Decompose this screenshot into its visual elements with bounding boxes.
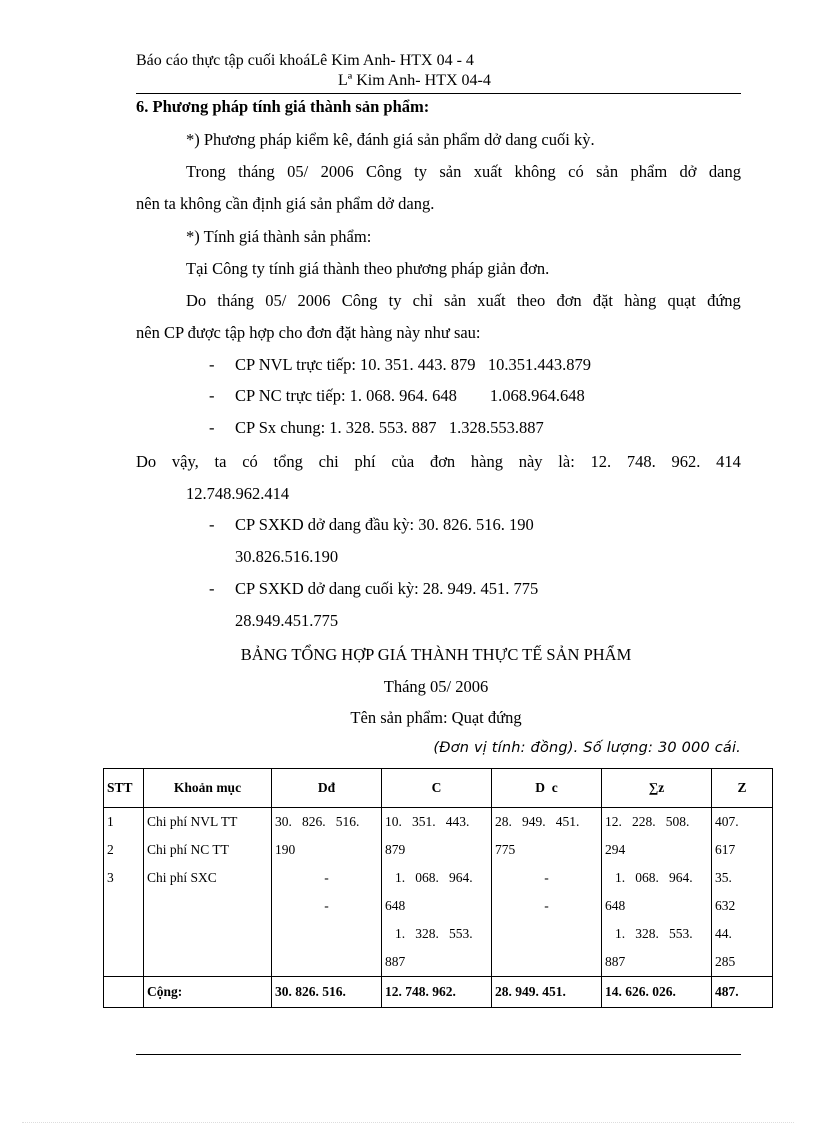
justified-word: theo <box>516 291 546 310</box>
dd-cell: 30. 826. 516. <box>275 814 360 829</box>
justified-word: không <box>514 162 556 181</box>
paragraph-5-line-2: nên CP được tập hợp cho đơn đặt hàng này như sau: <box>136 323 481 342</box>
total-dd: 30. 826. 516. <box>272 977 382 1008</box>
dc-cell: 775 <box>495 842 516 857</box>
bullet-dash: - <box>209 579 215 598</box>
justified-word: phí <box>354 452 376 471</box>
justified-word: của <box>391 452 415 471</box>
justified-word: đơn <box>556 291 582 310</box>
sz-cell: 1. 068. 964. <box>615 870 693 885</box>
stt-cell: 2 <box>107 842 114 857</box>
bullet-closing-wip <box>209 579 538 599</box>
justified-word: Trong <box>186 162 226 181</box>
z-cell: 285 <box>715 954 736 969</box>
section-title: 6. Phương pháp tính giá thành sản phẩm: <box>136 97 430 116</box>
bullet-dash: - <box>209 386 215 405</box>
total-dc: 28. 949. 451. <box>492 977 602 1008</box>
total-label: Cộng: <box>144 977 272 1008</box>
justified-word: 962. <box>671 452 701 471</box>
bullet-text: CP SXKD dở dang cuối kỳ: 28. 949. 451. 775 <box>235 579 539 598</box>
header-sum-z: ∑z <box>602 769 712 808</box>
z-cell: 617 <box>715 842 736 857</box>
paragraph-4: Tại Công ty tính giá thành theo phương pháp giản đơn. <box>186 259 550 278</box>
bullet-text: CP SXKD dở dang đầu kỳ: 30. 826. 516. 190 <box>235 515 534 534</box>
z-cell: 44. <box>715 926 732 941</box>
justified-word: có <box>242 452 258 471</box>
justified-word: có <box>568 162 584 181</box>
justified-word: đơn <box>429 452 456 471</box>
table-header-row <box>104 769 773 808</box>
justified-word: sản <box>439 162 462 181</box>
justified-word: ty <box>414 162 427 181</box>
bullet-text: CP NVL trực tiếp: 10. 351. 443. 879 10.351.443.879 <box>235 355 592 374</box>
sz-cell: 887 <box>605 954 626 969</box>
total-stt <box>104 977 144 1008</box>
dd-cell: 190 <box>275 842 296 857</box>
header-dd: Dđ <box>272 769 382 808</box>
bullet-dash: - <box>209 418 215 437</box>
dc-cell: 28. 949. 451. <box>495 814 580 829</box>
z-cell: 632 <box>715 898 736 913</box>
table-total-row <box>104 977 773 1008</box>
stt-cell: 3 <box>107 870 114 885</box>
sz-cell: 12. 228. 508. <box>605 814 690 829</box>
total-cost-value: 12.748.962.414 <box>186 484 290 503</box>
justified-word: tháng <box>238 162 275 181</box>
item-cell: Chi phí SXC <box>147 870 217 885</box>
justified-word: 2006 <box>297 291 331 310</box>
justified-word: phẩm <box>630 162 668 181</box>
sz-cell: 1. 328. 553. <box>615 926 693 941</box>
total-c: 12. 748. 962. <box>382 977 492 1008</box>
justified-word: đứng <box>707 291 741 310</box>
justified-word: hàng <box>470 452 503 471</box>
col-dd <box>272 808 382 977</box>
paragraph-2-line-1 <box>136 162 741 182</box>
stt-cell: 1 <box>107 814 114 829</box>
justified-word: dở <box>679 162 697 181</box>
col-c <box>382 808 492 977</box>
total-cost-line <box>136 452 741 472</box>
sz-cell: 648 <box>605 898 626 913</box>
header-rule <box>136 93 741 94</box>
justified-word: Công <box>341 291 378 310</box>
table-unit-note: (Đơn vị tính: đồng). Số lượng: 30 000 cái. <box>433 740 741 756</box>
paragraph-3: *) Tính giá thành sản phẩm: <box>186 227 372 246</box>
justified-word: ty <box>388 291 402 310</box>
header-khoan-muc: Khoản mục <box>144 769 272 808</box>
paragraph-2-line-2: nên ta không cần định giá sản phẩm dở dang. <box>136 194 435 213</box>
header-c: C <box>382 769 492 808</box>
bullet-dash: - <box>209 355 215 374</box>
justified-word: 05/ <box>265 291 287 310</box>
c-cell: 879 <box>385 842 406 857</box>
paragraph-1: *) Phương pháp kiểm kê, đánh giá sản phẩm dở dang cuối kỳ. <box>186 130 595 149</box>
item-cell: Chi phí NC TT <box>147 842 229 857</box>
justified-word: sản <box>596 162 619 181</box>
z-cell: 407. <box>715 814 739 829</box>
c-cell: 648 <box>385 898 406 913</box>
justified-word: xuất <box>477 291 506 310</box>
justified-word: sản <box>444 291 467 310</box>
col-stt <box>104 808 144 977</box>
justified-word: này <box>518 452 543 471</box>
justified-word: tổng <box>273 452 303 471</box>
col-khoan-muc <box>144 808 272 977</box>
z-cell: 35. <box>715 870 732 885</box>
justified-word: Do <box>136 452 157 471</box>
bullet-sxc <box>209 418 544 438</box>
bullet-text: CP Sx chung: 1. 328. 553. 887 1.328.553.887 <box>235 418 544 437</box>
justified-word: 12. <box>590 452 612 471</box>
table-title: BẢNG TỔNG HỢP GIÁ THÀNH THỰC TẾ SẢN PHẨM <box>240 645 632 664</box>
running-header-line1: Báo cáo thực tập cuối khoáLê Kim Anh- HTX 04 - 4 <box>136 52 474 69</box>
sz-cell: 294 <box>605 842 626 857</box>
c-cell: 887 <box>385 954 406 969</box>
total-z: 487. <box>712 977 773 1008</box>
justified-word: 414 <box>716 452 741 471</box>
c-cell: 1. 068. 964. <box>395 870 473 885</box>
justified-word: xuất <box>473 162 503 181</box>
c-cell: 1. 328. 553. <box>395 926 473 941</box>
justified-word: tháng <box>217 291 255 310</box>
dd-cell: - <box>324 898 329 913</box>
c-cell: 10. 351. 443. <box>385 814 470 829</box>
opening-wip-value: 30.826.516.190 <box>235 547 339 566</box>
justified-word: chi <box>318 452 339 471</box>
justified-word: đặt <box>592 291 614 310</box>
justified-word: 748. <box>626 452 656 471</box>
justified-word: chỉ <box>412 291 433 310</box>
dc-cell: - <box>544 898 549 913</box>
cost-summary-table <box>103 768 773 1008</box>
justified-word: hàng <box>624 291 657 310</box>
bullet-nc <box>209 386 585 406</box>
col-sum-z <box>602 808 712 977</box>
running-header-line2: Lª Kim Anh- HTX 04-4 <box>338 72 491 89</box>
total-sum-z: 14. 626. 026. <box>602 977 712 1008</box>
bullet-dash: - <box>209 515 215 534</box>
header-dc: D c <box>492 769 602 808</box>
footer-rule <box>136 1054 741 1055</box>
justified-word: là: <box>558 452 575 471</box>
dc-cell: - <box>544 870 549 885</box>
header-stt: STT <box>104 769 144 808</box>
justified-word: Do <box>186 291 207 310</box>
header-z: Z <box>712 769 773 808</box>
col-dc <box>492 808 602 977</box>
justified-word: dang <box>708 162 741 181</box>
justified-word: 05/ <box>287 162 309 181</box>
table-product: Tên sản phẩm: Quạt đứng <box>350 708 522 727</box>
bullet-nvl <box>209 355 591 375</box>
col-z <box>712 808 773 977</box>
bullet-text: CP NC trực tiếp: 1. 068. 964. 648 1.068.964.648 <box>235 386 585 405</box>
justified-word: 2006 <box>320 162 354 181</box>
dd-cell: - <box>324 870 329 885</box>
paragraph-5-line-1 <box>136 291 741 311</box>
item-cell: Chi phí NVL TT <box>147 814 238 829</box>
justified-word: ta <box>214 452 227 471</box>
bullet-opening-wip <box>209 515 534 535</box>
closing-wip-value: 28.949.451.775 <box>235 611 339 630</box>
table-month: Tháng 05/ 2006 <box>383 677 489 696</box>
justified-word: quạt <box>667 291 696 310</box>
justified-word: vậy, <box>171 452 199 471</box>
justified-word: Công <box>366 162 402 181</box>
table-body-row <box>104 808 773 977</box>
